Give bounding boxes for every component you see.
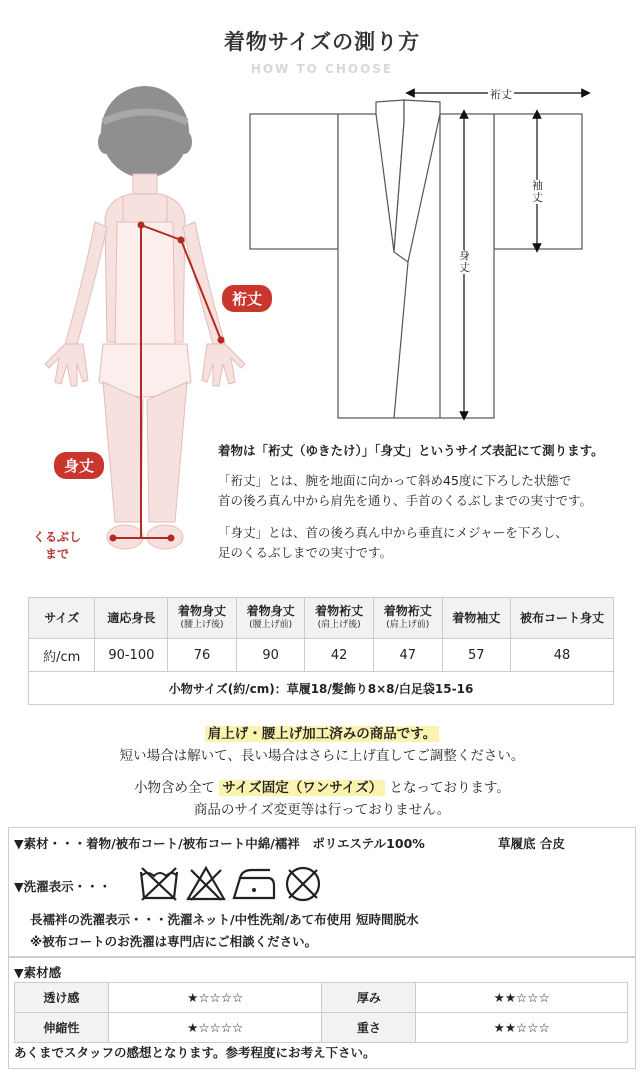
ankle-label [24, 529, 90, 563]
feel-table [14, 982, 628, 1043]
lead-yuki: 裄丈（ゆきたけ） [268, 443, 362, 458]
lead-mitake: 身丈 [380, 443, 406, 458]
mitake-description-line-2: 足のくるぶしまでの実寸です。 [218, 545, 393, 560]
size-table-header-cell: 被布コート身丈 [511, 598, 614, 639]
size-table-header-cell: 着物袖丈 [442, 598, 511, 639]
page-subtitle: HOW TO CHOOSE [250, 62, 394, 76]
lead-prefix: 着物は「 [218, 443, 269, 458]
feel-row [15, 1013, 628, 1043]
feel-key: 透け感 [15, 983, 109, 1013]
size-table-cell: 57 [442, 639, 511, 672]
iron-icon [230, 864, 278, 904]
feel-rating: ★☆☆☆☆ [108, 1013, 322, 1043]
mitake-description-line-1: 「身丈」とは、首の後ろ真ん中から垂直にメジャーを下ろし、 [218, 525, 568, 540]
yuki-description-line-1: 「裄丈」とは、腕を地面に向かって斜め45度に下ろした状態で [218, 473, 572, 488]
size-table-cell: 約/cm [29, 639, 95, 672]
size-table-header-cell: サイズ [29, 598, 95, 639]
no-change-note: 商品のサイズ変更等は行っておりません。 [193, 802, 451, 818]
feel-label: ▼素材感 [14, 965, 62, 980]
feel-key: 伸縮性 [15, 1013, 109, 1043]
fixed-size-note [0, 776, 644, 796]
size-table-row [29, 639, 614, 672]
feel-rating: ★★☆☆☆ [416, 983, 628, 1013]
size-table-cell: 76 [168, 639, 237, 672]
diagram-mitake-label: 身丈 [459, 249, 470, 274]
yuki-description [218, 471, 592, 511]
fixed-size-suffix: となっております。 [389, 780, 510, 796]
material-line: ▼素材・・・着物/被布コート/被布コート中綿/襦袢 ポリエステル100% [14, 836, 425, 851]
size-table-cell: 47 [373, 639, 442, 672]
feel-key: 厚み [322, 983, 416, 1013]
ankle-label-line-2: まで [44, 547, 69, 561]
lead-mid: 」「 [361, 443, 381, 458]
size-table-cell: 90-100 [95, 639, 168, 672]
size-table [28, 597, 614, 705]
lead-suffix: 」というサイズ表記にて測ります。 [405, 443, 604, 458]
size-table-header-cell: 着物身丈 (腰上げ前) [236, 598, 305, 639]
no-wash-icon [138, 864, 180, 904]
no-dry-clean-icon [283, 864, 323, 904]
diagram-yuki-label: 裄丈 [490, 88, 512, 101]
fixed-size-prefix: 小物含め全て [134, 780, 216, 796]
processed-note [0, 722, 644, 742]
size-table-header-cell: 着物裄丈 (肩上げ後) [305, 598, 374, 639]
feel-rating: ★★☆☆☆ [416, 1013, 628, 1043]
kimono-diagram [244, 82, 594, 427]
ankle-label-line-1: くるぶし [32, 530, 81, 544]
feel-rating: ★☆☆☆☆ [108, 983, 322, 1013]
feel-disclaimer: あくまでスタッフの感想となります。参考程度にお考え下さい。 [14, 1045, 376, 1060]
no-bleach-icon [185, 864, 227, 904]
sole-material: 草履底 合皮 [498, 836, 565, 851]
size-table-cell: 42 [305, 639, 374, 672]
size-table-cell: 48 [511, 639, 614, 672]
page-title: 着物サイズの測り方 [223, 30, 421, 54]
feel-key: 重さ [322, 1013, 416, 1043]
fixed-size-highlight: サイズ固定（ワンサイズ） [219, 780, 385, 796]
diagram-sode-label: 袖丈 [532, 179, 543, 204]
accessory-sizes: 小物サイズ(約/cm)：草履18/髪飾り8×8/白足袋15-16 [29, 672, 614, 705]
juban-washing-note: 長襦袢の洗濯表示・・・洗濯ネット/中性洗剤/あて布使用 短時間脱水 [30, 912, 419, 927]
description-lead [218, 441, 604, 461]
yuki-badge: 裄丈 [222, 285, 272, 312]
size-table-header-cell: 着物身丈 (腰上げ後) [168, 598, 237, 639]
feel-row [15, 983, 628, 1013]
washing-label: ▼洗濯表示・・・ [14, 879, 112, 894]
size-table-header-cell: 着物裄丈 (肩上げ前) [373, 598, 442, 639]
adjust-note: 短い場合は解いて、長い場合はさらに上げ直してご調整ください。 [119, 748, 525, 764]
size-table-header [29, 598, 614, 639]
processed-note-text: 肩上げ・腰上げ加工済みの商品です。 [205, 726, 439, 742]
size-table-header-cell: 適応身長 [95, 598, 168, 639]
size-table-footer [29, 672, 614, 705]
mitake-badge: 身丈 [54, 452, 104, 479]
mitake-description [218, 523, 568, 563]
size-table-cell: 90 [236, 639, 305, 672]
coat-washing-note: ※被布コートのお洗濯は専門店にご相談ください。 [30, 934, 318, 949]
yuki-description-line-2: 首の後ろ真ん中から肩先を通り、手首のくるぶしまでの実寸です。 [218, 493, 593, 508]
